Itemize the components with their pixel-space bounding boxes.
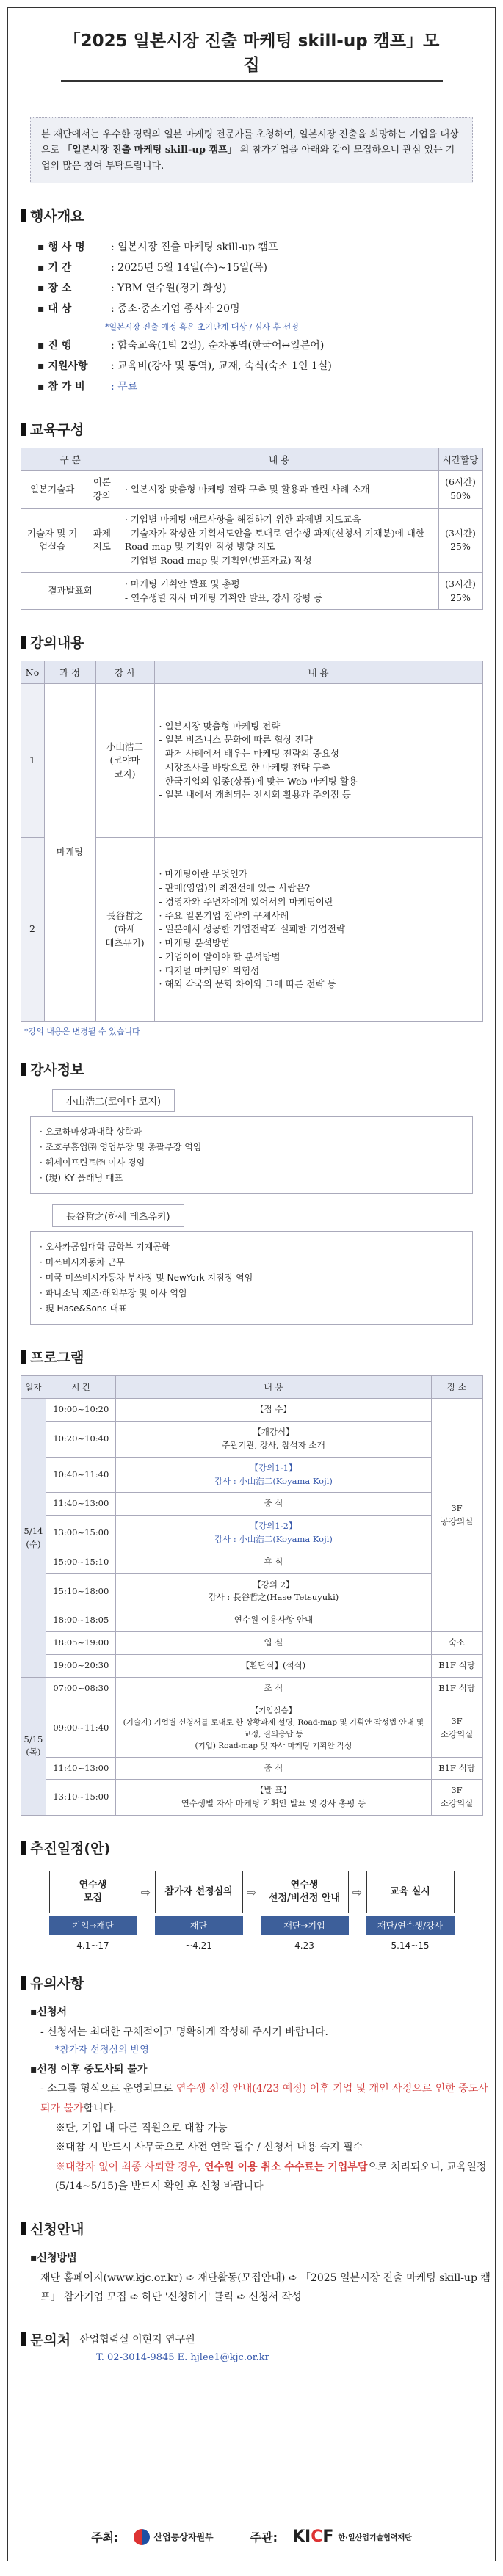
instructor-2: 長谷哲之(하세 테츠유키) · 오사카공업대학 공학부 기계공학 · 미쓰비시자동차 근무 · 미국 미쓰비시자동차 부사장 및 NewYork 지점장 역임 · 파나소닉 제조·해외부장 및 이사 역임 · 現 Hase&Sons 대표 bbox=[8, 1194, 495, 1325]
section-program: 프로그램 bbox=[21, 1347, 495, 1367]
intro-box: 본 재단에서는 우수한 경력의 일본 마케팅 전문가를 초청하여, 일본시장 진출을 희망하는 기업을 대상으로 「일본시장 진출 마케팅 skill-up 캠프」 의 참가기업을 아래와 같이 모집하오니 관심 있는 기업의 많은 참여 부탁드립니다. bbox=[30, 117, 473, 183]
schedule-step: 연수생 선정/비선정 안내 재단→기업 4.23 bbox=[261, 1871, 349, 1951]
overview-list: ▪ 행 사 명 : 일본시장 진출 마케팅 skill-up 캠프 ▪ 기 간 : 2025년 5월 14일(수)~15일(목) ▪ 장 소 : YBM 연수원(경기 화성) ▪ 대 상 : 중소·중소기업 종사자 20명 *일본시장 진출 예정 혹은 초기단계 대상 / 심사 후 선정 ▪ 진 행 : 합숙교육(1박 2일), 순차통역(한국어↔일본어) ▪ 지원사항 : 교육비(강사 및 통역), 교재, 숙식(숙소 1인 1실) ▪ 참 가 비 : 무료 bbox=[37, 237, 495, 397]
arrow-right-icon: ⇨ bbox=[352, 1885, 363, 1899]
section-overview: 행사개요 bbox=[21, 205, 495, 225]
schedule-step: 참가자 선정심의 재단 ~4.21 bbox=[155, 1871, 243, 1951]
program-table: 일자 시 간 내 용 장 소 5/14 (수) 10:00~10:20 【접 수】 3F 공강의실 10:20~10:40 【개강식】 주관기관, 강사, 참석자 소개 10:40~11:40 【강의1-1】 강사 : 小山浩二(Koyama Koji) 11:40~13:00 중 식 13:00~15:00 【강의1-2】 강사 : 小山浩二(Koyama Koji) 15:00~15:10 휴 식 15:10~18:00 【강의 2】 강사 : 長谷哲之(Hase Tetsuyuki) 18:00~18:05 연수원 이용사항 안내 18:05~19:00 입 실 숙소 19:00~20:30 【환단식】(석식) B1F 식당 5/15 (목) 07:00~08:30 조 식 B1F 식당 09:00~11:40 【기업실습】 (기술자) 기업별 신청서를 토대로 한 상황과제 설명, Road-map 및 기획안 작성법 안내 및 교정, 질의응답 등 (기업) Road-map 및 자사 마케팅 기획안 작성 3F 소강의실 11:40~13:00 중 식 B1F 식당 13:10~15:00 【발 표】 연수생별 자사 마케팅 기획안 발표 및 강사 총평 등 3F 소강의실 bbox=[21, 1375, 483, 1816]
section-contact: 문의처 산업협력실 이현지 연구원 bbox=[21, 2329, 495, 2349]
notes-list: ▪ 신청서 - 신청서는 최대한 구체적이고 명확하게 작성해 주시기 바랍니다. *참가자 선정심의 반영 ▪ 선정 이후 중도사퇴 불가 - 소그룹 형식으로 운영되므로 연수생 선정 안내(4/23 예정) 이후 기업 및 개인 사정으로 인한 중도사퇴가 불가합니다. ※단, 기업 내 다른 직원으로 대참 가능 ※대참 시 반드시 사무국으로 사전 연락 필수 / 신청서 내용 숙지 필수 ※대참자 없이 최종 사퇴할 경우, 연수원 이용 취소 수수료는 기업부담으로 처리되오니, 교육일정(5/14~5/15)을 반드시 확인 후 신청 바랍니다 bbox=[30, 2003, 495, 2197]
arrow-right-icon: ⇨ bbox=[246, 1885, 257, 1899]
motie-logo: 산업통상자원부 bbox=[134, 2529, 214, 2545]
kicf-logo-icon: KICF bbox=[292, 2528, 334, 2546]
arrow-right-icon: ⇨ bbox=[140, 1885, 151, 1899]
section-apply: 신청안내 bbox=[21, 2219, 495, 2238]
section-notes: 유의사항 bbox=[21, 1973, 495, 1993]
schedule-flow bbox=[8, 1871, 495, 1951]
motie-logo-icon bbox=[134, 2529, 150, 2545]
lectures-table: No 과 정 강 사 내 용 1 마케팅 小山浩二 (코야마 코지) · 일본시장 맞춤형 마케팅 전략 - 일본 비즈니스 문화에 따른 협상 전략 - 과거 사례에서 배우는 마케팅 전략의 중요성 - 시장조사를 바탕으로 한 마케팅 전략 구축 - 한국기업의 업종(상품)에 맞는 Web 마케팅 활용 - 일본 내에서 개최되는 전시회 활용과 주의점 등 2 長谷哲之 (하세 테츠유키) · 마케팅이란 무엇인가 - 판매(영업)의 최전선에 있는 사람은? - 경영자와 주변자에게 있어서의 마케팅이란 · 주요 일본기업 전략의 구체사례 - 일본에서 성공한 기업전략과 실패한 기업전략 · 마케팅 분석방법 - 기업이이 알아야 할 분석방법 · 디지털 마케팅의 위험성 · 해외 각국의 문화 차이와 그에 따른 전략 등 bbox=[21, 661, 483, 1022]
apply-link[interactable]: 재단 홈페이지(www.kjc.or.kr) ➪ 재단활동(모집안내) ➪ 「2025 일본시장 진출 마케팅 skill-up 캠프」 참가기업 모집 ➪ 하단 '신청하기' 클릭 ➪ 신청서 작성 bbox=[40, 2271, 491, 2304]
curriculum-table: 구 분 내 용 시간할당 일본기술과 이론강의 · 일본시장 맞춤형 마케팅 전략 구축 및 활용과 관련 사례 소개 (6시간) 50% 기술자 및 기업실습 과제지도 · 기업별 마케팅 애로사항을 해결하기 위한 과제별 지도교육 - 기술자가 작성한 기획서도안을 토대로 연수생 과제(신청서 기재분)에 대한 Road-map 및 기획안 작성 방향 지도 - 기업별 Road-map 및 기획안(발표자료) 작성 (3시간) 25% 결과발표회 · 마케팅 기획안 발표 및 총평 - 연수생별 자사 마케팅 기획안 발표, 강사 강평 등 (3시간) 25% bbox=[21, 448, 483, 610]
section-lectures: 강의내용 bbox=[21, 632, 495, 652]
section-schedule: 추진일정(안) bbox=[21, 1838, 495, 1858]
instructor-1: 小山浩二(코야마 코지) · 요코하마상과대학 상학과 · 조호쿠흥업㈜ 영업부장 및 총괄부장 역임 · 헤세이프린트㈜ 이사 경임 · (現) KY 플래닝 대표 bbox=[8, 1079, 495, 1194]
schedule-step: 교육 실시 재단/연수생/강사 5.14~15 bbox=[366, 1871, 455, 1951]
page: 「2025 일본시장 진출 마케팅 skill-up 캠프」모집 본 재단에서는 우수한 경력의 일본 마케팅 전문가를 초청하여, 일본시장 진출을 희망하는 기업을 대상으로 「일본시장 진출 마케팅 skill-up 캠프」 의 참가기업을 아래와 같이 모집하오니 관심 있는 기업의 많은 참여 부탁드립니다. 행사개요 ▪ 행 사 명 : 일본시장 진출 마케팅 skill-up 캠프 ▪ 기 간 : 2025년 5월 14일(수)~15일(목) ▪ 장 소 : YBM 연수원(경기 화성) ▪ 대 상 : 중소·중소기업 종사자 20명 *일본시장 진출 예정 혹은 초기단계 대상 / 심사 후 선정 ▪ 진 행 : 합숙교육(1박 2일), 순차통역(한국어↔일본어) ▪ 지원사항 : 교육비(강사 및 통역), 교재, 숙식(숙소 1인 1실) ▪ 참 가 비 : 무료 교육구성 구 분 내 용 시간할당 일본기술과 이론강의 · 일본시장 맞춤형 마케팅 전략 구축 및 활용과 관련 사례 소개 (6시간) 50% 기술자 및 기업실습 과제지도 · 기업별 마케팅 애로사항을 해결하기 위한 과제별 지도교육 - 기술자가 작성한 기획서도안을 토대로 연수생 과제(신청서 기재분)에 대한 Road-map 및 기획안 작성 방향 지도 - 기업별 Road-map 및 기획안(발표자료) 작성 (3시간) 25% 결과발표회 · 마케팅 기획안 발표 및 총평 - 연수생별 자사 마케팅 기획안 발표, 강사 강평 등 (3시간) 25% 강의내용 No 과 정 강 사 내 용 1 마케팅 小山浩二 (코야마 코지) · 일본시장 맞춤형 마케팅 전략 - 일본 비즈니스 문화에 따른 협상 전략 - 과거 사례에서 배우는 마케팅 전략의 중요성 - 시장조사를 바탕으로 한 마케팅 전략 구축 - 한국기업의 업종(상품)에 맞는 Web 마케팅 활용 - 일본 내에서 개최되는 전시회 활용과 주의점 등 2 長谷哲之 (하세 테츠유키) · 마케팅이란 무엇인가 - 판매(영업)의 최전선에 있는 사람은? - 경영자와 주변자에게 있어서의 마케팅이란 · 주요 일본기업 전략의 구체사례 - 일본에서 성공한 기업전략과 실패한 기업전략 · 마케팅 분석방법 - 기업이이 알아야 할 분석방법 · 디지털 마케팅의 위험성 · 해외 각국의 문화 차이와 그에 따른 전략 등 *강의 내용은 변경될 수 있습니다 강사정보 小山浩二(코야마 코지) · 요코하마상과대학 상학과 · 조호쿠흥업㈜ 영업부장 및 총괄부장 역임 · 헤세이프린트㈜ 이사 경임 · (現) KY 플래닝 대표 長谷哲之(하세 테츠유키) · 오사카공업대학 공학부 기계공학 · 미쓰비시자동차 근무 · 미국 미쓰비시자동차 부사장 및 NewYork 지점장 역임 · 파나소닉 제조·해외부장 및 이사 역임 · 現 Hase&Sons 대표 프로그램 일자 시 간 내 용 장 소 5/14 (수) 10:00~10:20 【접 수】 3F 공강의실 10:20~10:40 【개강식】 주관기관, 강사, 참석자 소개 10:40~11:40 【강의1-1】 강사 : 小山浩二(Koyama Koji) 11:40~13:00 중 식 13:00~15:00 【강의1-2】 강사 : 小山浩二(Koyama Koji) 15:00~15:10 휴 식 15:10~18:00 【강의 2】 강사 : 長谷哲之(Hase Tetsuyuki) 18:00~18:05 연수원 이용사항 안내 18:05~19:00 입 실 숙소 19:00~20:30 【환단식】(석식) B1F 식당 5/15 (목) 07:00~08:30 조 식 B1F 식당 09:00~11:40 【기업실습】 (기술자) 기업별 신청서를 토대로 한 상황과제 설명, Road-map 및 기획안 작성법 안내 및 교정, 질의응답 등 (기업) Road-map 및 자사 마케팅 기획안 작성 3F 소강의실 11:40~13:00 중 식 B1F 식당 13:10~15:00 【발 표】 연수생별 자사 마케팅 기획안 발표 및 강사 총평 등 3F 소강의실 추진일정(안) 연수생 모집 기업→재단 4.1~17 ⇨ 참가자 선정심의 재단 ~4.21 ⇨ 연수생 선정/비선정 안내 재단→기업 4.23 ⇨ 교육 실시 재단/연수생/강사 5.14~15 유의사항 ▪ 신청서 - 신청서는 최대한 구체적이고 명확하게 작성해 주시기 바랍니다. *참가자 선정심의 반영 ▪ 선정 이후 중도사퇴 불가 - 소그룹 형식으로 운영되므로 연수생 선정 안내(4/23 예정) 이후 기업 및 개인 사정으로 인한 중도사퇴가 불가합니다. ※단, 기업 내 다른 직원으로 대참 가능 ※대참 시 반드시 사무국으로 사전 연락 필수 / 신청서 내용 숙지 필수 ※대참자 없이 최종 사퇴할 경우, 연수원 이용 취소 수수료는 기업부담으로 처리되오니, 교육일정(5/14~5/15)을 반드시 확인 후 신청 바랍니다 신청안내 ▪ 신청방법 재단 홈페이지(www.kjc.or.kr) ➪ 재단활동(모집안내) ➪ 「2025 일본시장 진출 마케팅 skill-up 캠프」 참가기업 모집 ➪ 하단 '신청하기' 클릭 ➪ 신청서 작성 문의처 산업협력실 이현지 연구원 T. 02-3014-9845 E. hjlee1@kjc.or.kr 주최: 산업통상자원부 주관: KICF 한·일산업기술협력재단 bbox=[7, 7, 496, 2561]
kicf-logo: KICF 한·일산업기술협력재단 bbox=[292, 2528, 412, 2546]
section-curriculum: 교육구성 bbox=[21, 419, 495, 439]
apply-list: ▪ 신청방법 재단 홈페이지(www.kjc.or.kr) ➪ 재단활동(모집안내) ➪ 「2025 일본시장 진출 마케팅 skill-up 캠프」 참가기업 모집 ➪ 하단 '신청하기' 클릭 ➪ 신청서 작성 bbox=[30, 2249, 495, 2307]
schedule-step: 연수생 모집 기업→재단 4.1~17 bbox=[49, 1871, 137, 1951]
footer: 주최: 산업통상자원부 주관: KICF 한·일산업기술협력재단 bbox=[91, 2528, 412, 2546]
section-instructors: 강사정보 bbox=[21, 1059, 495, 1079]
page-title: 「2025 일본시장 진출 마케팅 skill-up 캠프」모집 bbox=[61, 21, 443, 88]
